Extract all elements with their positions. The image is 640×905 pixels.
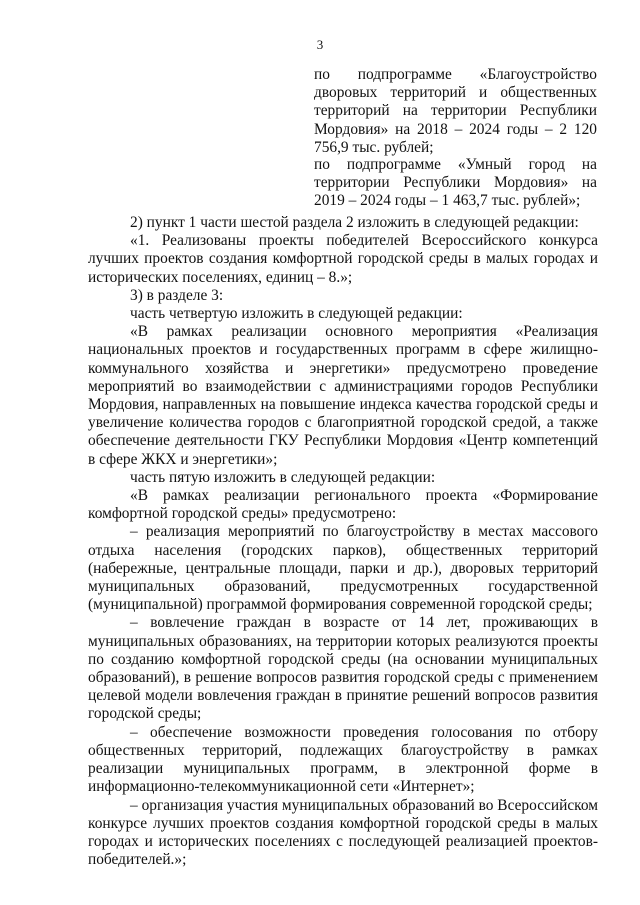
paragraph-item-3: 3) в разделе 3: (130, 286, 224, 304)
list-item-contest-participation: – организация участия муниципальных образований во Всероссийском конкурсе лучших проектов создания комфортной городской среды в малых городах и исторических поселениях с последующей реализацией проектов-победителей.»; (88, 796, 598, 869)
paragraph-quote-1: «1. Реализованы проекты победителей Всероссийского конкурса лучших проектов создания комфортной городской среды в малых городах и исторических поселениях, единиц – 8.»; (88, 232, 598, 286)
subprogram-amount-1: по подпрограмме «Благоустройство дворовых территорий и общественных территорий на территории Республики Мордовия» на 2018 – 2024 годы – 2 120 756,9 тыс. рублей; (314, 66, 597, 156)
list-item-improvement: – реализация мероприятий по благоустройству в местах массового отдыха населения (городских парков), общественных территорий (набережные, центральные площади, парки и др.), дворовых территорий муниципальных образований, предусмотренных государственной (муниципальной) программой формирования современной городской среды; (88, 523, 598, 614)
paragraph-part-five: часть пятую изложить в следующей редакции: (130, 468, 436, 486)
paragraph-part-four: часть четвертую изложить в следующей редакции: (130, 305, 463, 323)
subprogram-amount-2: по подпрограмме «Умный город на территории Республики Мордовия» на 2019 – 2024 годы – 1 463,7 тыс. рублей»; (314, 156, 597, 210)
list-item-online-voting: – обеспечение возможности проведения голосования по отбору общественных территорий, подлежащих благоустройству в рамках реализации муниципальных программ, в электронной форме в информационно-телекоммуникационной сети «Интернет»; (88, 723, 598, 796)
paragraph-item-2: 2) пункт 1 части шестой раздела 2 изложить в следующей редакции: (130, 214, 579, 231)
document-body (88, 214, 598, 869)
paragraph-main-event: «В рамках реализации основного мероприятия «Реализация национальных проектов и государственных программ в сфере жилищно-коммунального хозяйства и энергетики» предусмотрено проведение мероприятий во взаимодействии с администрациями городов Республики Мордовия, направленных на повышение индекса качества городской среды и увеличение количества городов с благоприятной городской средой, а также обеспечение деятельности ГКУ Республики Мордовия «Центр компетенций в сфере ЖКХ и энергетики»; (88, 323, 598, 468)
page-number: 3 (316, 37, 324, 52)
list-item-citizen-involvement: – вовлечение граждан в возрасте от 14 лет, проживающих в муниципальных образованиях, на территории которых реализуются проекты по созданию комфортной городской среды (на основании муниципальных образований), в решение вопросов развития городской среды с применением целевой модели вовлечения граждан в принятие решений вопросов развития городской среды; (88, 614, 598, 723)
paragraph-regional-project: «В рамках реализации регионального проекта «Формирование комфортной городской среды» предусмотрено: (88, 487, 598, 523)
